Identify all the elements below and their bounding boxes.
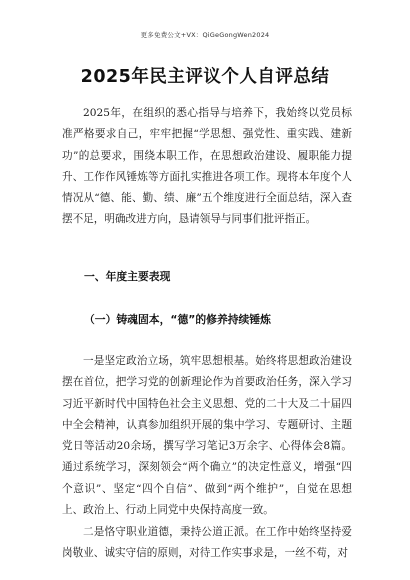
watermark-banner: 更多免费公文+VX：QiGeGongWen2024	[140, 31, 270, 39]
subsection-heading: （一）铸魂固本，“德”的修养持续锤炼	[84, 313, 271, 326]
intro-paragraph: 2025年，在组织的悉心指导与培养下，我始终以党员标准严格要求自己，牢牢把握“学思想、强党性、重实践、建新功”的总要求，围绕本职工作，在思想政治建设、履职能力提升、工作作风锤炼等方面扎实推进各项工作。现将本年度个人情况从“德、能、勤、绩、廉”五个维度进行全面总结，深入查摆不足，明确改进方向，恳请领导与同事们批评指正。	[62, 107, 352, 226]
document-title: 2025年民主评议个人自评总结	[80, 67, 330, 87]
body-paragraph-political: 一是坚定政治立场，筑牢思想根基。始终将思想政治建设摆在首位，把学习党的创新理论作为首要政治任务，深入学习习近平新时代中国特色社会主义思想、党的二十大及二十届四中全会精神，认真参加组织开展的集中学习、专题研讨、主题党日等活动20余场，撰写学习笔记3万余字、心得体会8篇。通过系统学习，深刻领会“两个确立”的决定性意义，增强“四个意识”、坚定“四个自信”、做到“两个维护”，自觉在思想上、政治上、行动上同党中央保持高度一致。	[62, 355, 352, 517]
section-heading: 一、年度主要表现	[84, 270, 171, 283]
body-paragraph-ethics: 二是恪守职业道德，秉持公道正派。在工作中始终坚持爱岗敬业、诚实守信的原则，对待工作实事求是，一丝不苟，对	[62, 526, 352, 560]
